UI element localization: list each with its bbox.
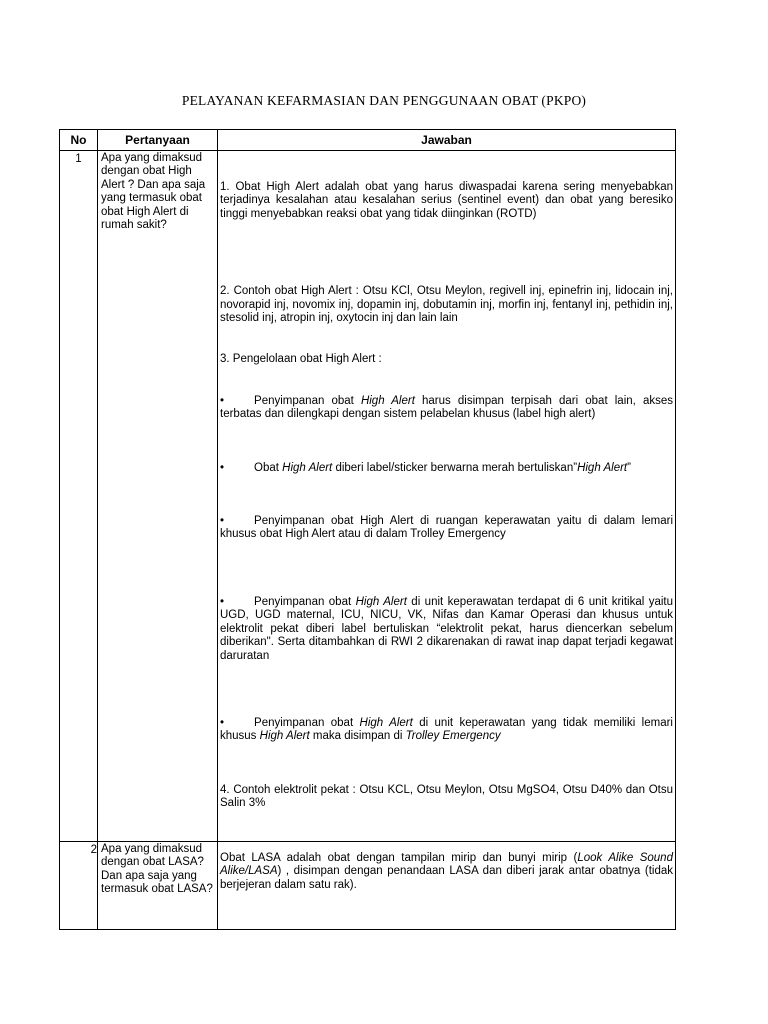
question-text: Apa yang dimaksud dengan obat LASA? Dan apa saja yang termasuk obat LASA?	[101, 843, 213, 896]
bullet-item: • Penyimpanan obat High Alert di unit keperawatan yang tidak memiliki lemari khusus High Alert maka disimpan di Trolley Emergency	[220, 716, 673, 743]
bullet-item: • Penyimpanan obat High Alert di unit keperawatan terdapat di 6 unit kritikal yaitu UGD, UGD maternal, ICU, NICU, VK, Nifas dan Kamar Operasi dan khusus untuk elektrolit pekat diberi label bertuliskan “elektrolit pekat, harus diencerkan sebelum diberikan". Serta ditambahkan di RWI 2 dikarenakan di rawat inap dapat terjadi kegawat daruratan	[220, 595, 673, 662]
answer-paragraph: 4. Contoh elektrolit pekat : Otsu KCL, Otsu Meylon, Otsu MgSO4, Otsu D40% dan Otsu Salin 3%	[220, 783, 673, 810]
table-row	[60, 151, 676, 842]
header-question: Pertanyaan	[98, 130, 218, 151]
bullet-icon: •	[220, 515, 225, 528]
bullet-item: • Obat High Alert diberi label/sticker berwarna merah bertuliskan”High Alert”	[220, 461, 631, 474]
answer-paragraph: 2. Contoh obat High Alert : Otsu KCl, Otsu Meylon, regivell inj, epinefrin inj, lidocain inj, novorapid inj, novomix inj, dopamin inj, dobutamin inj, morfin inj, fentanyl inj, pethidin inj, stesolid inj, atropin inj, oxytocin inj dan lain lain	[220, 285, 673, 325]
header-answer: Jawaban	[218, 130, 676, 151]
answer-cell	[218, 151, 676, 842]
answer-paragraph: Obat LASA adalah obat dengan tampilan mirip dan bunyi mirip (Look Alike Sound Alike/LASA) , disimpan dengan penandaan LASA dan diberi jarak antar obatnya (tidak berjejeran dalam satu rak).	[220, 852, 673, 891]
row-number: 2	[60, 842, 98, 930]
answer-paragraph: 1. Obat High Alert adalah obat yang harus diwaspadai karena sering menyebabkan terjadinya kesalahan atau kesalahan serius (sentinel event) dan obat yang beresiko tinggi menyebabkan reaksi obat yang tidak diinginkan (ROTD)	[220, 181, 673, 220]
document-title: PELAYANAN KEFARMASIAN DAN PENGGUNAAN OBAT (PKPO)	[181, 93, 587, 108]
bullet-item: • Penyimpanan obat High Alert di ruangan keperawatan yaitu di dalam lemari khusus obat High Alert atau di dalam Trolley Emergency	[220, 515, 673, 541]
table-row	[60, 842, 676, 930]
question-cell	[98, 842, 218, 930]
question-cell: Apa yang dimaksud dengan obat High Alert ? Dan apa saja yang termasuk obat obat High Alert di rumah sakit?	[98, 151, 218, 842]
row-number: 1	[60, 151, 98, 842]
bullet-item: • Penyimpanan obat High Alert harus disimpan terpisah dari obat lain, akses terbatas dan dilengkapi dengan sistem pelabelan khusus (label high alert)	[220, 394, 673, 421]
bullet-icon: •	[220, 716, 225, 729]
qa-table	[59, 129, 676, 930]
bullet-icon: •	[220, 595, 225, 608]
bullet-icon: •	[220, 461, 225, 474]
answer-paragraph: 3. Pengelolaan obat High Alert :	[220, 353, 382, 366]
answer-cell	[218, 842, 676, 930]
bullet-icon: •	[220, 394, 225, 407]
header-no: No	[60, 130, 98, 151]
table-header-row	[60, 130, 676, 151]
